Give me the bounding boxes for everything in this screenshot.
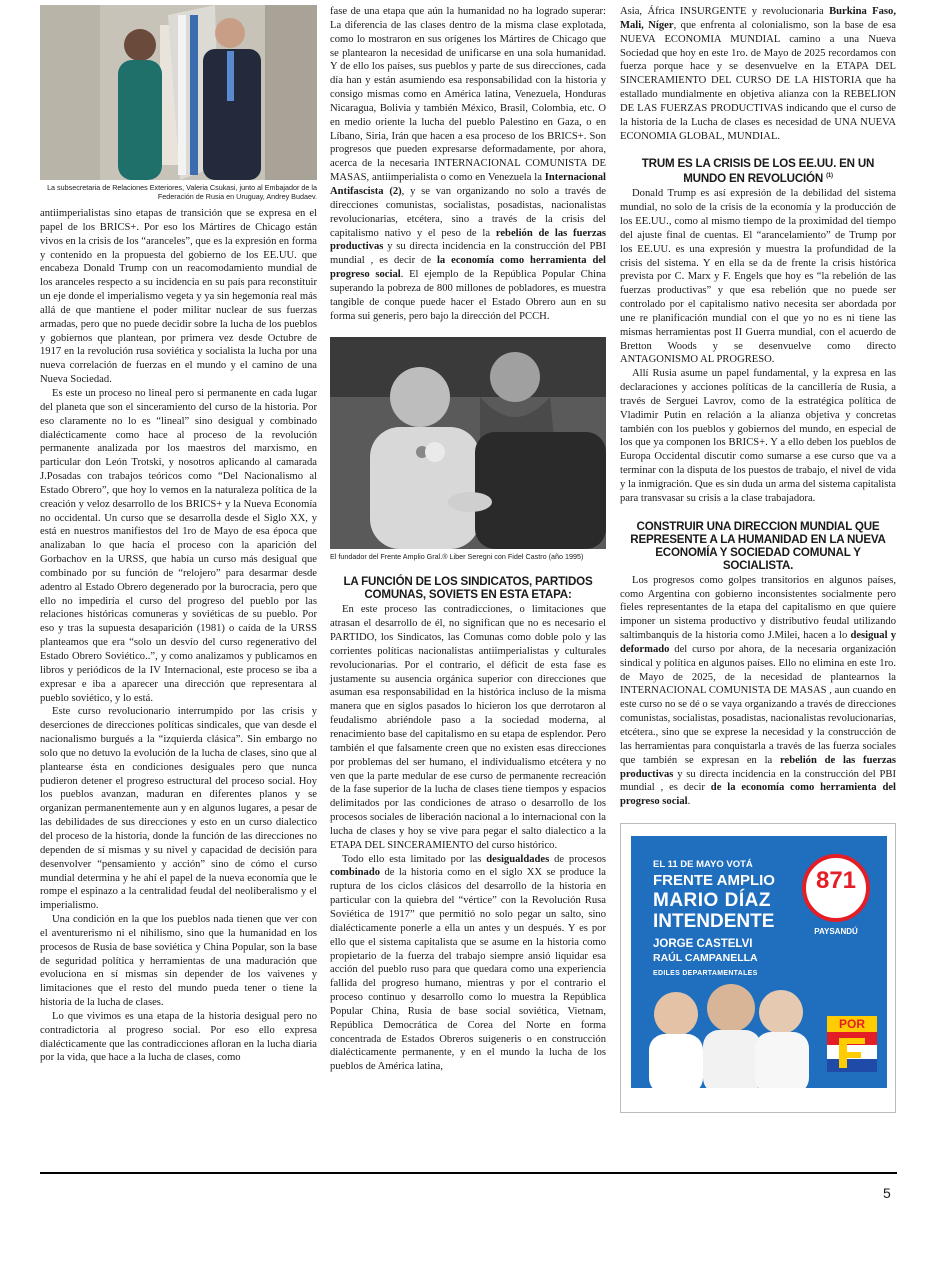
column-3 [620, 5, 896, 1113]
col2-paragraph-3: Todo ello esta limitado por las desigualdades de procesos combinado de la historia como en el siglo XX se produce la ruptura de los ciclos clásicos del desarrollo de la historia en particular con la quiebra del “vértice” con la Revolución Rusa Soviética de 1917” que permitió no solo pegar un salto, sino dialécticamente ponerle a ella un antes y un después. Y es por ello que el sistema capitalista que se asume en la historia como propietario de la fuerza del trabajo siempre ansió liquidar esa acción del pueblo ruso para que quedara como una experiencia fallida del progreso humano, mientras y por el contrario el proceso continuo y desarrollo como lo muestra la República Popular China, Rusia de base social soviética, Vietnam, República Democrática de Corea del Norte en forma concentrada de Estados Obreros suigeneris o en construcción dialécticamente permanente, y en el mundo la lucha de los pueblos de América latina, [330, 853, 606, 1073]
col1-paragraph-5: Lo que vivimos es una etapa de la historia desigual pero no contradictoria al progreso social. Por eso ello expresa dialécticamente que las contradicciones afloran en la lucha diaria por la vida, que hace a la lucha de clases, como [40, 1010, 317, 1064]
column-1 [40, 5, 317, 1065]
col3-paragraph-2: Donald Trump es así expresión de la debilidad del sistema mundial, no solo de la crisis de la economía y la producción de los EE.UU., como al mismo tiempo de la proximidad del tiempo del ajuste final de cuentas. El “arancelamiento” de Trump por los EE.UU. es una expresión y muestra la profundidad de la crisis del sistema. Y en ella se da de frente la crisis histórica prevista por C. Marx y F. Engels que hoy es “la rebelión de las fuerzas productivas” y que esa rebelión que no puede ser controlado por el capitalismo nativo necesita ser abordada por une re planificación mundial con el que yo no es ni tiene las mismas herramientas post II Guerra mundial, con el acuerdo de Bretton Woods y se desenvuelve como directo ANTAGONISMO AL PROGRESO. [620, 188, 896, 366]
seregni-castro-image [330, 337, 606, 549]
ad-city: PAYSANDÚ [814, 927, 858, 937]
ad-line-2: FRENTE AMPLIO [653, 872, 775, 890]
photo-seregni-castro [330, 337, 606, 549]
heading-trump: TRUM ES LA CRISIS DE LOS EE.UU. EN UN MUNDO EN REVOLUCIÓN $^{(1)}$ [641, 157, 875, 186]
col1-paragraph-3: Este curso revolucionario interrumpido por las crisis y deserciones de direcciones políticas sindicales, que van desde el nacionalismo burgués a la “izquierda clásica”. Sin embargo no solo que no detuvo la evolución de la lucha de clases, sino que al plantearse ésta en condiciones desiguales pero que nunca pudieron detener el progreso estructural del proceso social. Hoy los pueblos avanzan, maduran en diferentes planos y se organizan permanentemente aun y en algunos lugares, a pesar de las debilidades de sus direcciones y esto en un curso dialectico del proceso de la historia, donde la función de las direcciones no dependen de sí mismas y su nivel y capacidad de decisión para desenvolver “pensamiento y acción” sino de cómo el curso mundial determina y he ahí el papel de la nueva economía que le rompe el espinazo a la centralidad feudal del neoliberalismo y el imperialismo. [40, 706, 317, 912]
ad-line-6: RAÚL CAMPANELLA [653, 952, 758, 965]
por-logo: POR [827, 1016, 877, 1072]
ad-line-1: EL 11 DE MAYO VOTÁ [653, 859, 753, 871]
bottom-rule [40, 1172, 897, 1174]
heading-sindicatos: LA FUNCIÓN DE LOS SINDICATOS, PARTIDOS COMUNAS, SOVIETS EN ESTA ETAPA: [343, 575, 593, 602]
col1-paragraph-2: Es este un proceso no lineal pero si permanente en cada lugar del planeta que son el sinceramiento del curso de la historia. Por eso claramente no lo es “lineal” sino desigual y combinado dialécticamente como hace al proceso de la revolución permanente analizada por los maestros del marxismo, en particular don León Trotski, y nosotros aplicando al camarada J.Posadas con trabajos teóricos como “Del Nacionalismo al Estado Obrero”, que hoy lo vemos en la naturaleza política de la creación y veloz desarrollo de los BRICS+ y la Nueva Economía no occidental. Un curso que se desarrolla desde el Siglo XX, y está en nuestros manifiestos del 1ro de Mayo de esa época que analizaban lo que hacía el proceso con la aparición del Gorbachov en la URSS, que había un curso más desigual que combinado por su función de “relojero” para desarmar desde adentro al Estado Obrero degenerado por la burocracia, pero que ello no impediría el curso del progreso del pueblo por las relaciones históricas comuneras y soviéticas de su pueblo. Por eso y tras la supuesta desaparición (1981) o caída de la URSS planteamos que era “solo un desvío del curso regenerativo del Estado Obrero Soviético..”, y como analizamos y publicamos en libros y periódicos de la IV Internacional, este proceso se iba a expresar e iba a aparecer una dirección que representara al pueblo soviético, y lo está. [40, 387, 317, 704]
list-number-badge: 871 [802, 854, 870, 922]
column-2 [330, 5, 606, 1074]
col1-paragraph-1: antiimperialistas sino etapas de transición que se expresa en el papel de los BRICS+. Por eso los Mártires de Chicago están vivos en la crisis de los “aranceles”, que es la expresión en forma y contenido en la propuesta del gobierno de los EE.UU. que encabeza Donald Trump con un reacomodamiento mundial de los aranceles respecto a su incidencia en su país para reconstituir un eje donde el imperialismo vegeta y ya sin hegemonía real más allá de que mantiene el poder militar nuclear de sus fuerzas armadas, pero que no puede decidir sobre la lucha de los pueblos y gobiernos que plantean, por primera vez desde Octubre de 1917 en la revolución rusa soviética y socialista la lucha por una nueva correlación de fuerzas en el mundo y el camino de una Nueva Sociedad. [40, 208, 317, 386]
caption-photo-2: El fundador del Frente Amplio Gral.® Liber Seregni con Fidel Castro (año 1995) [330, 552, 584, 562]
col2-paragraph-2: En este proceso las contradicciones, o limitaciones que atrasan el desarrollo de él, no significan que no es necesario el PARTIDO, los Sindicatos, las Comunas como doble polo y las corrientes políticas nacionalistas antiimperialistas y culturales revolucionarias. Por el contrario, el déficit de esta fase es justamente su ausencia orgánica superior con direcciones que asuman esa responsabilidad en la histórica incluso de la misma manera que en siglos pasados lo hicieron los que derrotaron al feudalismo abriéndole paso a la sociedad moderna, al renacimiento base del capitalismo en su etapa de esplendor. Pero también el que falsamente creen que no existen esas direcciones por problemas del ser humano, el individualismo etcétera y no ven que la parte medular de ese curso de permanente recreación de la fase superior de la lucha de clases tiene tiempos y espacios delimitados por las condiciones de atraso o desarrollo de los procesos sociales de liberación nacional a lo internacional con la lucha de clases y hoy se vive para pegar el salto dialectico a la ETAPA DEL SINCERAMIENTO del curso histórico. [330, 604, 606, 851]
col3-paragraph-1: Asia, África INSURGENTE y revolucionaria Burkina Faso, Mali, Níger, que enfrenta al colonialismo, son la base de esa NUEVA ECONOMIA MUNDIAL camino a una Nueva Sociedad que hoy en este 1ro. de Mayo de 2025 recordamos con fuerza porque hace y se desenvuelve en la ETAPA DEL SINCERAMIENTO DEL CURSO DE LA HISTORIA que ha estallado mundialmente en objetiva alianza con la REBELION DE LAS FUERZAS PRODUCTIVAS indicando que el curso de la historia de la Lucha de clases es necesidad de UNA NUEVA ECONOMIA GLOBAL, MUNDIAL. [620, 6, 896, 142]
ad-candidate-name: MARIO DÍAZ [653, 890, 771, 912]
photo-diplomats [40, 5, 317, 180]
col2-paragraph-1: fase de una etapa que aún la humanidad no ha logrado superar: La diferencia de las clases dentro de la misma clase explotada, como lo mostraron en sus orígenes los Mártires de Chicago que se plantearon la necesidad de unificarse en una sola humanidad. Y de ello los países, sus pueblos y parte de sus direcciones, cada día han y están asumiendo esa responsabilidad con la historia y consigo mismas como en América latina, Venezuela, Honduras Nicaragua, Bolivia y también México, Brasil, Colombia, etc. O en medio oriente la lucha del pueblo Palestino en Gaza, o en Líbano, Siria, Irán que hacen a esa proceso de los BRICS+. Son progresos que pueden expresarse deformadamente, por ahora, acerca de la necesaria INTERNACIONAL COMUNISTA DE MASAS, antiimperialista o como en Venezuela la Internacional Antifascista (2), y se van organizando no solo a través de direcciones comunistas, socialistas, posadistas, nacionalistas revolucionarias, etcétera, sino a través de la crisis del capitalismo nativo y el peso de la rebelión de las fuerzas productivas y su directa incidencia en la construcción del PBI mundial , es decir de la economía como herramienta del progreso social. El ejemplo de la República Popular China superando la pobreza de 800 millones de pobladores, es muestra tangible de conque puede hacer el Estado Obrero aun en su forma sui generis, pero bajo la dirección del PCCH. [330, 6, 606, 322]
ad-line-7: EDILES DEPARTAMENTALES [653, 970, 758, 978]
page-number: 5 [883, 1185, 891, 1201]
election-ad-frame [620, 823, 896, 1113]
col1-paragraph-4: Una condición en la que los pueblos nada tienen que ver con el aventurerismo ni el nihilismo, sino que la humanidad en los procesos de Rusia de base soviética y China Popular, son la base de seguridad política y herramientas de una maduración que evoluciona en sí mismas sin depender de los vaivenes y limitaciones que el resto del mundo pueda tener o tiene la historia de la lucha de clases. [40, 914, 317, 1009]
diplomats-image [40, 5, 317, 180]
col3-paragraph-4: Los progresos como golpes transitorios en algunos países, como Argentina con gobierno inconsistentes socialmente pero fieles representantes de la etapa del capitalismo en que quiere imponer un sistema productivo y distributivo feudal utilizando saltimbanquis de la historia como J.Milei, hacen a lo desigual y deformado del curso por ahora, de la necesaria organización sindical y política en algunos países. Ello no elimina en este 1ro. de Mayo de 2025, de la necesidad de plantearnos la INTERNACIONAL COMUNISTA DE MASAS , aun cuando en este curso no se dé o se vaya organizando a través de direcciones comunistas, socialistas, posadistas, nacionalistas revolucionarias, etcétera., sino que se exprese la necesidad y la construcción de las herramientas para conquistarla a través de las fuerza sociales que también se expresan en la rebelión de las fuerzas productivas y su directa incidencia en la construcción del PBI mundial , es decir de la economía como herramienta del progreso social. [620, 574, 897, 808]
flag-icon [827, 1032, 877, 1072]
ad-candidate-role: INTENDENTE [653, 911, 775, 933]
col3-paragraph-3: Allí Rusia asume un papel fundamental, y la expresa en las declaraciones y acciones políticas de la cancillería de Rusia, a través de Serguei Lavrov, como de la estratégica política de Vladimir Putin en relación a la alianza objetiva y concretas también con los pueblos y gobiernos del mundo, en especial de los que ya componen los BRICS+. Y a ello deben los pueblos de Europa Occidental discutir como sumarse a ese curso que va a terminar con la disputa de los puestos de trabajo, el nivel de vida y la inmigración. Que es sin duda un arma del sistema capitalista para transvasar su crisis a la clase trabajadora. [620, 368, 896, 504]
caption-photo-1: La subsecretaria de Relaciones Exteriores, Valeria Csukasi, junto al Embajador de la Federación de Rusia en Uruguay, Andrey Budaev. [47, 183, 317, 201]
ad-line-5: JORGE CASTELVI [653, 938, 753, 951]
heading-direccion-mundial: CONSTRUIR UNA DIRECCION MUNDIAL QUE REPRESENTE A LA HUMANIDAD EN LA NUEVA ECONOMÍA Y SOCIEDAD COMUNAL Y SOCIALISTA. [630, 519, 886, 572]
election-ad[interactable] [631, 836, 887, 1088]
